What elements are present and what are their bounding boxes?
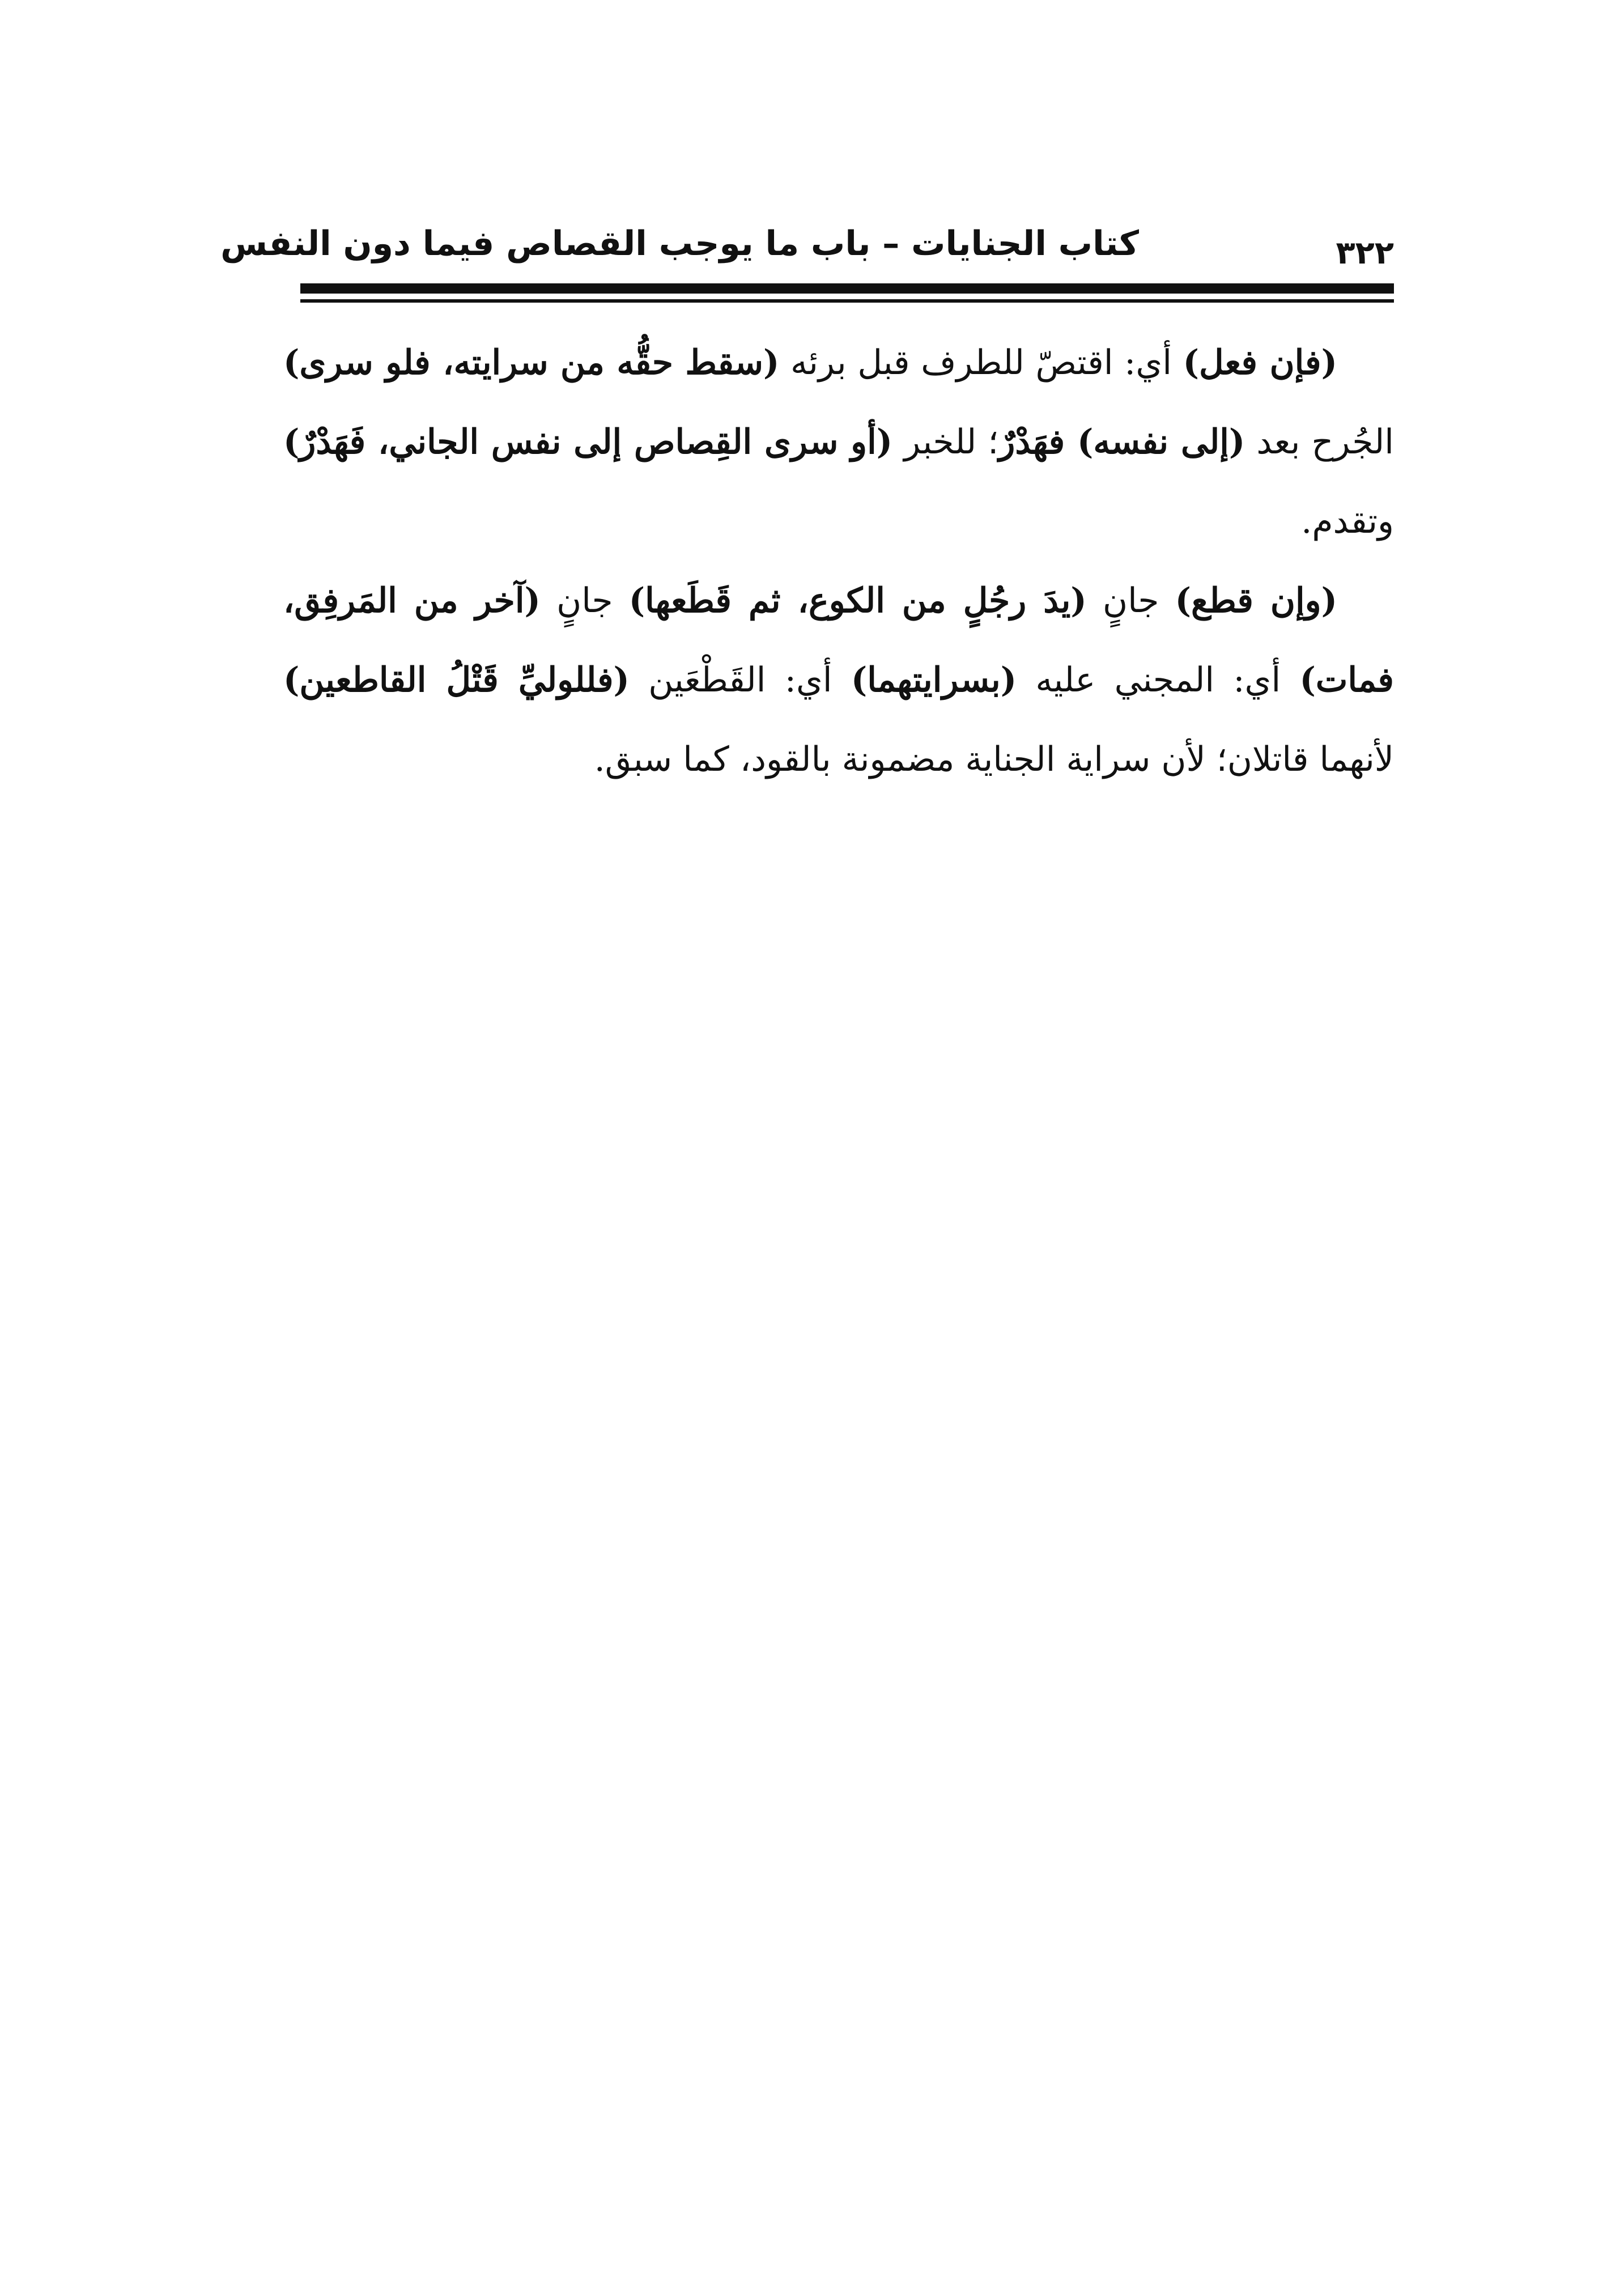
header-rule-thick <box>300 283 1394 294</box>
phrase: (بسرايتهما) <box>851 660 1017 700</box>
phrase: (أو سرى القِصاص إلى نفس الجاني، فَهَدْرٌ) <box>283 422 893 462</box>
phrase: جانٍ <box>540 581 629 621</box>
phrase: (سقط حقُّه من سرايته، فلو سرى) <box>283 343 780 383</box>
phrase: ؛ للخبر <box>892 422 999 462</box>
phrase: (إلى نفسه) فهَدْرٌ <box>998 422 1245 462</box>
phrase: (فللوليِّ قَتْلُ القاطعين) <box>283 660 630 700</box>
phrase: أي: القَطْعَين <box>629 660 851 700</box>
phrase: وتقدم. <box>1301 502 1394 541</box>
phrase: لأنهما قاتلان؛ لأن سراية الجناية مضمونة بالقود، كما سبق. <box>594 740 1394 779</box>
phrase: (يدَ رجُلٍ من الكوع، ثم قَطَعها) <box>628 581 1087 621</box>
phrase: أي: المجني عليه <box>1017 660 1300 700</box>
header-rule-thin <box>300 299 1394 303</box>
phrase: (وإن قطع) <box>1175 581 1337 621</box>
phrase: الجُرح بعد <box>1245 422 1394 462</box>
paragraph-2 <box>283 561 1394 799</box>
paragraph-1 <box>283 323 1394 561</box>
phrase: جانٍ <box>1086 581 1175 621</box>
body-text <box>283 323 1394 799</box>
phrase: أي: اقتصّ للطرف قبل برئه <box>779 343 1183 383</box>
running-header <box>220 215 1394 278</box>
chapter-title: كتاب الجنايات – باب ما يوجب القصاص فيما دون النفس <box>220 224 1139 264</box>
phrase: (فإن فعل) <box>1183 343 1337 383</box>
page-number: ٣٢٢ <box>1336 235 1394 271</box>
phrase: (آخر من المَرفِق، فمات) <box>283 581 1394 700</box>
